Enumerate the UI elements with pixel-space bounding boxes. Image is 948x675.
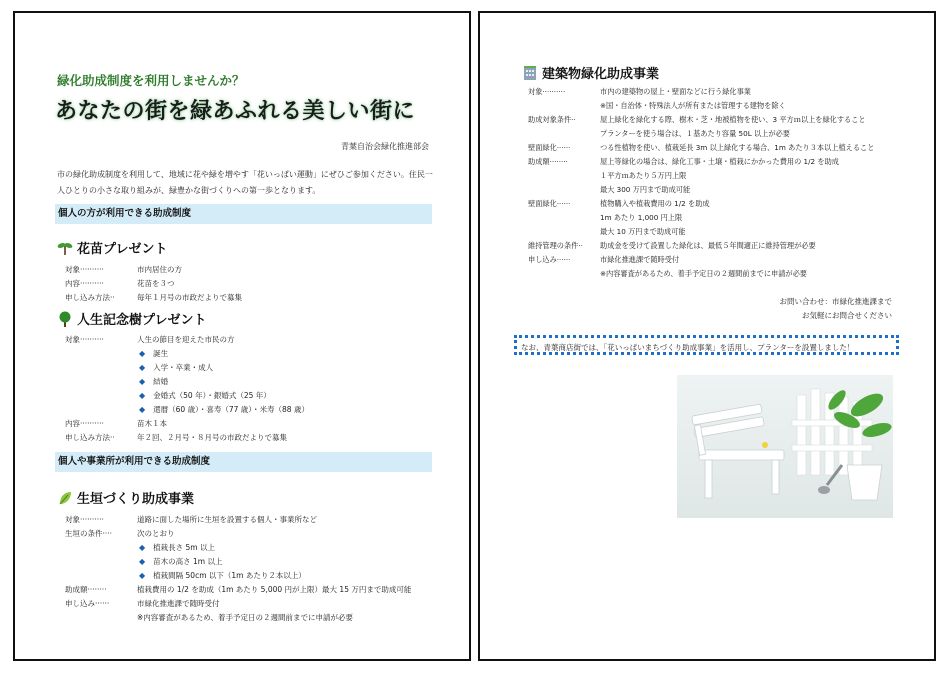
bullet-item	[139, 556, 223, 567]
row-label: 申し込み方法··	[65, 433, 115, 442]
row-value: 年２回、２月号・８月号の市政だよりで募集	[137, 433, 287, 442]
row-label: 内容··········	[65, 279, 104, 288]
row-value: 助成金を受けて設置した緑化は、最低５年間適正に維持管理が必要	[600, 241, 816, 250]
row-continuation: 最大 300 万円まで助成可能	[600, 185, 691, 194]
notice-box: なお、青葉商店街では、「花いっぱいまちづくり助成事業」を活用し、プランターを設置しました！	[514, 335, 899, 355]
info-row	[528, 157, 839, 167]
row-label: 申し込み······	[65, 599, 110, 608]
bench-planter-photo	[677, 375, 893, 518]
info-row	[65, 584, 411, 595]
bullet-text: 植栽長さ 5m 以上	[153, 543, 216, 552]
info-row	[65, 514, 317, 525]
section-title-text: 花苗プレゼント	[77, 242, 168, 257]
row-continuation: ※内容審査があるため、着手予定日の２週間前までに申請が必要	[600, 269, 807, 278]
document-page-right	[478, 11, 936, 661]
row-value: 市緑化推進課で随時受付	[137, 599, 220, 608]
leaf-icon	[57, 490, 73, 506]
info-row	[528, 241, 816, 251]
kicker-heading: 緑化助成制度を利用しませんか？	[57, 73, 245, 88]
note-row	[65, 612, 353, 623]
diamond-bullet-icon: ◆	[139, 391, 146, 400]
info-row	[65, 334, 235, 345]
row-label: 申し込み······	[528, 255, 571, 264]
row-label: 助成額········	[528, 157, 568, 166]
building-icon	[522, 65, 538, 81]
info-row	[65, 528, 175, 539]
info-row	[65, 598, 220, 609]
row-label: 対象··········	[528, 87, 566, 96]
info-row	[65, 264, 182, 275]
bullet-text: 還暦（60 歳）・喜寿（77 歳）・米寿（88 歳）	[153, 405, 309, 414]
row-label: 内容··········	[65, 419, 104, 428]
row-value: 道路に面した場所に生垣を設置する個人・事業所など	[137, 515, 317, 524]
section-title-text: 建築物緑化助成事業	[542, 67, 660, 82]
section-band-individual: 個人の方が利用できる助成制度	[55, 204, 432, 224]
info-row	[528, 255, 679, 265]
row-continuation: プランターを使う場合は、１基あたり容量 50L 以上が必要	[600, 129, 790, 138]
row-continuation: ※国・自治体・特殊法人が所有または管理する建物を除く	[600, 101, 786, 110]
bullet-item	[139, 390, 271, 401]
note-text: ※内容審査があるため、着手予定日の２週間前までに申請が必要	[137, 613, 353, 622]
row-label: 対象··········	[65, 265, 104, 274]
bullet-item	[139, 404, 309, 415]
bullet-text: 金婚式（50 年）・銀婚式（25 年）	[153, 391, 271, 400]
row-value: 屋上等緑化の場合は、緑化工事・土壌・植栽にかかった費用の 1/2 を助成	[600, 157, 839, 166]
info-row	[65, 278, 175, 289]
tree-icon	[57, 311, 73, 327]
row-label: 助成対象条件··	[528, 115, 576, 124]
row-label: 維持管理の条件··	[528, 241, 583, 250]
row-value: 花苗を３つ	[137, 279, 175, 288]
info-row	[528, 199, 710, 209]
bullet-text: 植栽間隔 50cm 以下（1m あたり２本以上）	[153, 571, 306, 580]
organization-name: 青葉自治会緑化推進部会	[341, 142, 429, 151]
row-label: 対象··········	[65, 515, 104, 524]
info-row	[65, 292, 242, 303]
info-row	[528, 143, 874, 153]
bullet-item	[139, 362, 213, 373]
section-title-text: 生垣づくり助成事業	[77, 492, 195, 507]
row-label-blank	[65, 612, 137, 623]
diamond-bullet-icon: ◆	[139, 349, 146, 358]
diamond-bullet-icon: ◆	[139, 377, 146, 386]
section-title-building	[522, 63, 659, 82]
row-label: 助成額········	[65, 585, 107, 594]
row-continuation: 最大 10 万円まで助成可能	[600, 227, 686, 236]
bullet-item	[139, 542, 215, 553]
main-headline: あなたの街を緑あふれる美しい街に	[55, 99, 416, 124]
row-value: 次のとおり	[137, 529, 175, 538]
row-label: 対象··········	[65, 335, 104, 344]
section-title-seedlings	[57, 238, 167, 257]
row-value: 市緑化推進課で随時受付	[600, 255, 680, 264]
contact-line-2: お気軽にお問合せください	[802, 311, 892, 320]
bullet-text: 誕生	[153, 349, 169, 358]
row-label: 申し込み方法··	[65, 293, 115, 302]
section-title-memorial-tree	[57, 309, 206, 328]
diamond-bullet-icon: ◆	[139, 543, 146, 552]
row-value: 毎年１月号の市政だよりで募集	[137, 293, 242, 302]
seedling-icon	[57, 240, 73, 256]
row-value: 人生の節目を迎えた市民の方	[137, 335, 235, 344]
row-value: 市内の建築物の屋上・壁面などに行う緑化事業	[600, 87, 751, 96]
intro-line-2: 人ひとりの小さな取り組みが、緑豊かな街づくりへの第一歩となります。	[57, 186, 321, 195]
row-label: 壁面緑化······	[528, 199, 571, 208]
bullet-item	[139, 570, 306, 581]
intro-line-1: 市の緑化助成制度を利用して、地域に花や緑を増やす「花いっぱい運動」にぜひご参加ください。住民一	[57, 170, 433, 179]
diamond-bullet-icon: ◆	[139, 571, 146, 580]
contact-line-1: お問い合わせ：市緑化推進課まで	[779, 297, 892, 306]
diamond-bullet-icon: ◆	[139, 363, 146, 372]
row-value: 植栽費用の 1/2 を助成（1m あたり 5,000 円が上限）最大 15 万円まで助成可能	[137, 585, 412, 594]
info-row	[528, 115, 866, 125]
row-value: 市内居住の方	[137, 265, 182, 274]
row-value: 苗木１本	[137, 419, 167, 428]
diamond-bullet-icon: ◆	[139, 557, 146, 566]
row-value: つる性植物を使い、植栽延長 3m 以上緑化する場合、1m あたり３本以上植えること	[600, 143, 875, 152]
row-label: 壁面緑化······	[528, 143, 571, 152]
bullet-text: 入学・卒業・成人	[153, 363, 214, 372]
bullet-text: 結婚	[153, 377, 169, 386]
diamond-bullet-icon: ◆	[139, 405, 146, 414]
bullet-item	[139, 376, 168, 387]
intro-paragraph	[57, 167, 437, 199]
bullet-text: 苗木の高さ 1m 以上	[153, 557, 223, 566]
row-continuation: 1m あたり 1,000 円上限	[600, 213, 683, 222]
info-row	[65, 418, 167, 429]
info-row	[65, 432, 287, 443]
document-page-left	[13, 11, 471, 661]
row-continuation: １平方ｍあたり５万円上限	[600, 171, 687, 180]
section-band-business: 個人や事業所が利用できる助成制度	[55, 452, 432, 472]
info-row	[528, 87, 751, 97]
row-value: 屋上緑化を緑化する際、樹木・芝・地被植物を使い、3 平方ｍ以上を緑化すること	[600, 115, 866, 124]
row-label: 生垣の条件····	[65, 529, 113, 538]
section-title-text: 人生記念樹プレゼント	[77, 313, 207, 328]
row-value: 植物購入や植栽費用の 1/2 を助成	[600, 199, 710, 208]
section-title-hedge	[57, 488, 194, 507]
bullet-item	[139, 348, 168, 359]
